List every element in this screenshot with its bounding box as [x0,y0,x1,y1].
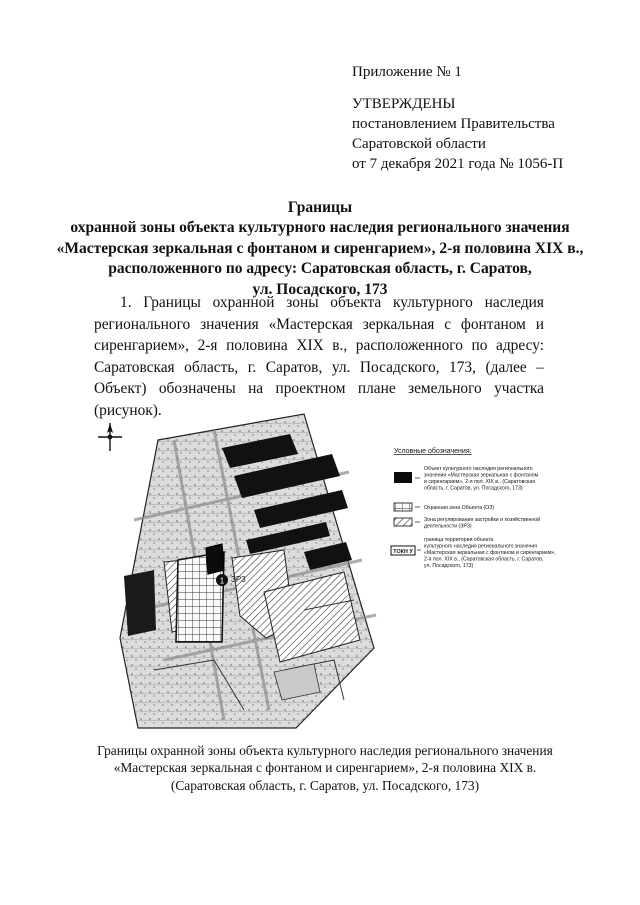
site-plan-figure [94,410,564,735]
legend-item-regulation-zone-line-1: Зона регулирования застройки и хозяйственной [424,517,541,523]
legend-item-territory-line-2: культурного наследия регионального значения [424,543,538,550]
building-block-5 [124,570,156,636]
approved-date: от 7 декабря 2021 года № 1056-П [352,156,564,172]
legend-item-territory-line-5: ул. Посадского, 173) [424,563,474,569]
legend-swatch-regulation-zone [394,518,412,526]
legend-item-object-line-4: область, г. Саратов, ул. Посадского, 173) [424,485,523,492]
legend-item-object-line-3: и сиренгарием», 2-я пол. XIX в., (Саратовская [424,479,536,485]
approved-by-line-1: постановлением Правительства [352,116,555,132]
approved-heading: УТВЕРЖДЕНЫ [352,96,456,112]
caption-line-1: Границы охранной зоны объекта культурного наследия регионального значения [97,743,553,758]
title-line-2: охранной зоны объекта культурного наследия регионального значения [70,219,570,237]
legend-item-territory-line-3: «Мастерская зеркальная с фонтаном и сиренгарием», [424,550,556,556]
body-paragraph-1: 1. Границы охранной зоны объекта культурного наследия регионального значения «Мастерская зеркальная с фонтаном и сиренгарием», 2-я половина XIX в., расположенного по адресу: Саратовская область, г. Саратов, ул. Посадского, 173, (далее – Объект) обозначены на проектном плане земельного участка (рисунок). [94,294,544,419]
zone-code-label: ЗРЗ [231,575,246,584]
figure-caption [60,742,590,794]
title-line-3: «Мастерская зеркальная с фонтаном и сиренгарием», 2-я половина XIX в., [56,239,584,257]
map-sheet [120,414,376,728]
caption-line-2: «Мастерская зеркальная с фонтаном и сиренгарием», 2-я половина XIX в. [113,760,537,776]
map-legend [391,447,556,569]
legend-item-regulation-zone-line-2: деятельности (ЗРЗ) [424,523,472,530]
site-plan-svg [94,410,564,735]
legend-item-object-line-1: Объект культурного наследия регионального [424,466,533,472]
north-arrow-icon [98,423,122,451]
legend-item-object-line-2: значения «Мастерская зеркальная с фонтаном [424,472,539,479]
legend-swatch-object [394,472,412,483]
title-line-4: расположенного по адресу: Саратовская область, г. Саратов, [108,260,532,278]
legend-item-territory-line-1: граница территории объекта [424,537,494,543]
object-number-label: 1 [219,576,225,586]
legend-territory-code: ТОКН У [393,548,413,555]
legend-item-protection-zone: Охранная зона Объекта (ОЗ) [424,505,495,511]
legend-item-territory-line-4: 2-я пол. XIX в., (Саратовская область, г. Саратов, [424,556,544,563]
approved-by-line-2: Саратовской области [352,136,486,152]
legend-swatch-protection-zone [394,503,412,511]
appendix-number: Приложение № 1 [352,64,462,80]
appendix-block [352,62,563,174]
document-title [40,198,600,300]
title-line-5: ул. Посадского, 173 [252,280,388,298]
title-line-1: Границы [287,199,353,216]
caption-line-3: (Саратовская область, г. Саратов, ул. Посадского, 173) [170,777,480,793]
legend-title: Условные обозначения: [394,448,472,455]
